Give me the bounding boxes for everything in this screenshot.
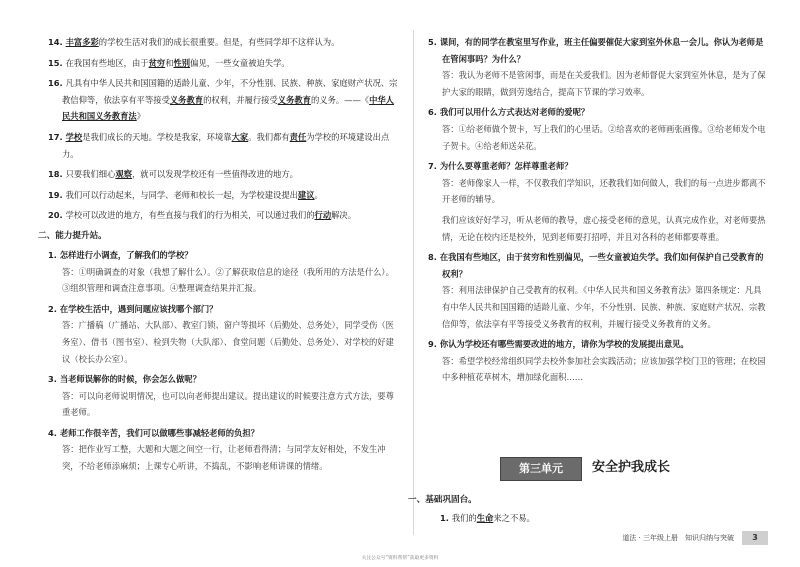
section-title-ability: 二、能力提升站。: [38, 230, 107, 241]
right-column: [428, 34, 768, 390]
item-number: 15.: [48, 57, 66, 68]
item-text: 我们可以行动起来，与同学、老师和校长一起，为学校建设提出: [65, 189, 298, 200]
answer: 答：我认为老师不是管闲事，而是在关爱我们。因为老师督促大家到室外休息，是为了保护大家的眼睛，做到劳逸结合，提高下节课的学习效率。: [442, 70, 766, 97]
answer-keyword: 建议: [297, 189, 315, 200]
qa-list-right: [428, 34, 768, 386]
answer-keyword: 中华人民共和国义务教育法: [62, 94, 394, 122]
answer: 答：①明确调查的对象（我想了解什么）。②了解获取信息的途径（我所用的方法是什么）。③组织管理和调查注意事项。④整理调查结果并汇报。: [62, 266, 394, 294]
fill-blank-list: [48, 34, 400, 224]
answer-keyword: 义务教育: [169, 94, 204, 105]
item-text: 凡具有中华人民共和国国籍的适龄儿童、少年，不分性别、民族、种族、家庭财产状况、宗教信仰等，依法享有平等接受: [62, 78, 398, 105]
item-text: 的权利，并履行接受: [203, 94, 278, 105]
unit-banner: [500, 454, 690, 482]
answer-keyword: 性别: [173, 57, 191, 68]
book-title: 道法 · 三年级上册 知识归纳与突破: [622, 534, 734, 542]
item-text: 学校可以改进的地方，有些直接与我们的行为相关，可以通过我们的: [65, 210, 315, 221]
question: 7. 为什么要尊重老师？怎样尊重老师？: [428, 161, 573, 172]
fill-blank-item: [48, 34, 400, 51]
answer-keyword: 贫穷: [148, 57, 166, 68]
column-divider: [413, 30, 414, 535]
answer: 答：①给老师做个贺卡，写上我们的心里话。②给喜欢的老师画张画像。③给老师发个电子贺卡。④给老师送朵花。: [442, 123, 766, 151]
item-text: 。: [314, 189, 323, 200]
item-text: 为学校的环境建设出点力。: [62, 131, 390, 159]
answer: 答：老师像家人一样，不仅教我们学知识，还教我们如何做人，我们的每一点进步都离不开老师的辅导。: [442, 177, 766, 205]
item-number: 1.: [440, 513, 452, 523]
item-text: 是我们成长的天地。学校是我家，环境靠: [82, 131, 232, 142]
footer-notice: 关注公众号“资料帮帮”获取更多资料: [361, 556, 439, 561]
item-text: 》: [136, 111, 145, 122]
item-number: 14.: [48, 37, 66, 47]
item-text: 。我们都有: [248, 131, 290, 142]
item-number: 18.: [48, 169, 66, 180]
item-number: 20.: [48, 210, 66, 221]
question: 9. 你认为学校还有哪些需要改进的地方，请你为学校的发展提出意见。: [428, 339, 689, 350]
fill-blank-item: [48, 166, 400, 183]
item-number: 17.: [48, 131, 66, 142]
fill-blank-item: [48, 187, 400, 204]
answer-keyword: 生命: [476, 513, 494, 523]
unit-label: 第三单元: [500, 457, 582, 481]
fill-blank-item: [48, 55, 400, 72]
answer-keyword: 学校: [65, 131, 83, 142]
answer-keyword: 丰富多彩: [65, 37, 99, 47]
fill-blank-item: [440, 510, 770, 527]
page-footer: [622, 531, 768, 545]
question: 2. 在学校生活中，遇到问题应该找哪个部门？: [48, 303, 218, 314]
item-text: 只要我们细心: [65, 169, 116, 180]
fill-blank-item: [48, 129, 400, 162]
answer: 答：广播稿（广播站、大队部）、教室门锁、窗户等损坏（后勤处、总务处），同学受伤（医务室）、借书（图书室）、检到失物（大队部）、食堂问题（后勤处、总务处）、对学校的好建议（校长办公室）。: [62, 320, 394, 364]
item-text: 的学校生活对我们的成长很重要。但是，有些同学却不这样认为。: [98, 37, 340, 47]
question: 6. 我们可以用什么方式表达对老师的爱呢？: [428, 107, 590, 118]
item-number: 19.: [48, 189, 66, 200]
section-title-basic: 一、基础巩固台。: [408, 495, 477, 505]
page-number: 3: [742, 531, 768, 545]
item-text: 偏见，一些女童被迫失学。: [190, 57, 290, 68]
answer-keyword: 大家: [231, 131, 249, 142]
question: 4. 老师工作很辛苦，我们可以做哪些事减轻老师的负担？: [48, 427, 259, 438]
answer-keyword: 观察: [115, 169, 132, 180]
item-text: 和: [165, 57, 174, 68]
left-column: [38, 34, 400, 479]
answer: 答：利用法律保护自己受教育的权利。《中华人民共和国义务教育法》第四条规定：凡具有中华人民共和国国籍的适龄儿童、少年，不分性别、民族、种族、家庭财产状况、宗教信仰等，依法享有平等接受义务教育的权利，并履行接受义务教育的义务。: [442, 285, 766, 329]
question: 1. 怎样进行小调查，了解我们的学校？: [48, 249, 193, 260]
answer-keyword: 义务教育: [277, 94, 311, 105]
answer: 答：可以向老师说明情况，也可以向老师提出建议。提出建议的时候要注意方式方法，要尊重老师。: [62, 390, 394, 418]
item-text: 解决。: [331, 210, 357, 221]
fill-blank-item: [48, 75, 400, 125]
fill-blank-item: [48, 207, 400, 224]
item-number: 16.: [48, 78, 66, 89]
item-text: 来之不易。: [493, 513, 535, 523]
item-text: 的义务。——《: [310, 94, 370, 105]
item-text: 我们的: [451, 513, 477, 523]
item-text: 在我国有些地区，由于: [65, 57, 149, 68]
item-text: ，就可以发现学校还有一些值得改进的地方。: [132, 169, 298, 180]
answer-keyword: 责任: [289, 131, 307, 142]
answer: 答：把作业写工整，大题和大题之间空一行，让老师看得清；与同学友好相处，不发生冲突，不给老师添麻烦；上课专心听讲，不捣乱，不影响老师讲课的情绪。: [62, 444, 386, 472]
unit-title: 安全护我成长: [592, 460, 671, 475]
qa-list-left: [48, 247, 400, 475]
answer-keyword: 行动: [314, 210, 332, 221]
answer-continued: 我们应该好好学习，听从老师的教导，虚心接受老师的意见，认真完成作业，对老师要热情，无论在校内还是校外，见到老师要打招呼，并且对各科的老师都要尊重。: [442, 214, 766, 242]
question: 5. 课间，有的同学在教室里写作业，班主任偏要催促大家到室外休息一会儿。你认为老师是在管闲事吗？为什么？: [428, 37, 764, 64]
question: 8. 在我国有些地区，由于贫穷和性别偏见，一些女童被迫失学。我们如何保护自己受教育的权利？: [428, 252, 764, 279]
question: 3. 当老师误解你的时候，你会怎么做呢？: [48, 374, 201, 385]
answer: 答：希望学校经常组织同学去校外参加社会实践活动；应该加强学校门卫的管理；在校园中多种植花草树木，增加绿化面积……: [442, 355, 766, 383]
